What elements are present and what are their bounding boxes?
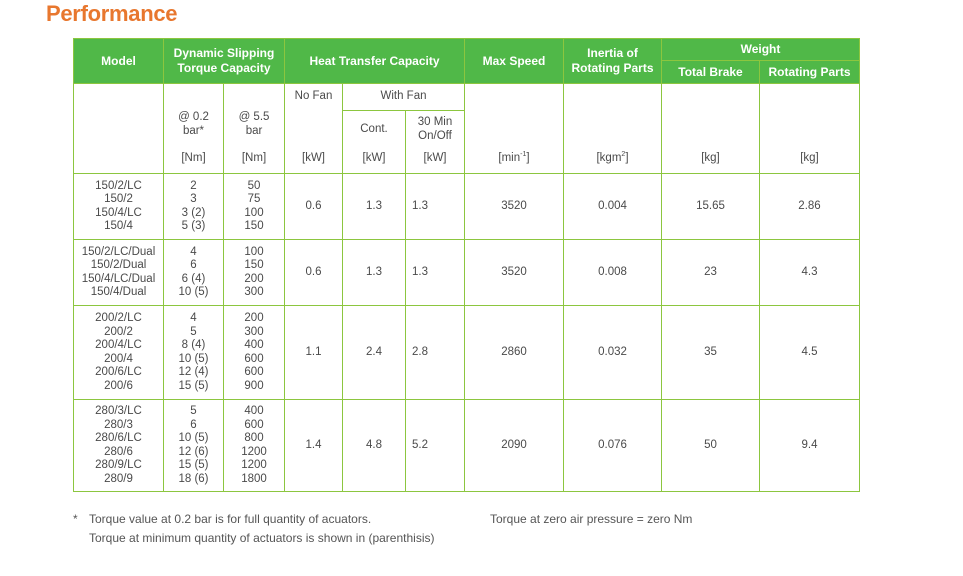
rotating-parts-cell: 4.5 <box>760 306 860 400</box>
torque-55-cell-line: 150 <box>244 220 264 232</box>
torque-02-cell-line: 2 <box>190 179 197 192</box>
rotating-parts-cell: 9.4 <box>760 400 860 492</box>
model-cell-line: 280/9/LC <box>95 459 142 471</box>
model-cell-line: 200/4 <box>104 352 133 365</box>
table-row <box>74 306 860 400</box>
unit-speed: $[\min^{-1}]$ <box>465 149 564 174</box>
model-cell-line: 150/2 <box>104 193 133 205</box>
torque-02-cell-line: 3 (2) <box>181 206 206 219</box>
torque-02-cell-line: 5 <box>190 325 197 338</box>
torque-02-cell-line: 18 (6) <box>178 472 209 485</box>
torque-02-cell-line: 5 (3) <box>181 220 206 232</box>
header-max-speed: Max Speed <box>465 39 564 84</box>
torque-55-cell-line: 100 <box>244 206 264 219</box>
torque-02-cell-line: 12 (4) <box>178 366 209 378</box>
model-cell-line: 280/9 <box>104 472 133 485</box>
header-row-1 <box>74 39 860 61</box>
header-inertia: Inertia of Rotating Parts <box>564 39 662 84</box>
header-dynamic-torque: Dynamic Slipping Torque Capacity <box>164 39 285 84</box>
model-cell-line: 150/4/LC <box>95 206 142 219</box>
model-cell-line: 150/2/LC <box>95 179 142 192</box>
total-brake-cell: 50 <box>662 400 760 492</box>
subheader-row-1 <box>74 84 860 111</box>
footnote-line-1: Torque value at 0.2 bar is for full quantity of acuators. <box>89 512 372 526</box>
cont-cell: 1.3 <box>343 240 406 306</box>
torque-02-cell-line: 10 (5) <box>178 432 209 444</box>
unit-nm-55: [Nm] <box>224 149 285 174</box>
unit-kw-nofan: [kW] <box>285 149 343 174</box>
cont-cell: 2.4 <box>343 306 406 400</box>
no-fan-cell: 0.6 <box>285 240 343 306</box>
subheader-at-02: @ 0.2 bar* <box>178 111 209 137</box>
torque-55-cell-line: 400 <box>244 339 264 351</box>
torque-02-cell <box>164 240 224 306</box>
model-cell-line: 150/4/LC/Dual <box>81 272 156 285</box>
model-cell-line: 150/4 <box>104 220 133 232</box>
inertia-cell: 0.076 <box>564 400 662 492</box>
no-fan-cell: 0.6 <box>285 174 343 240</box>
torque-02-cell-line: 6 <box>190 418 197 431</box>
torque-55-cell-line: 75 <box>247 193 261 205</box>
total-brake-cell: 35 <box>662 306 760 400</box>
torque-02-cell <box>164 306 224 400</box>
model-cell-line: 280/3 <box>104 418 133 431</box>
torque-02-cell-line: 4 <box>190 312 197 324</box>
torque-55-cell-line: 100 <box>244 245 264 258</box>
no-fan-cell: 1.4 <box>285 400 343 492</box>
max-speed-cell: 2860 <box>465 306 564 400</box>
min30-cell: 5.2 <box>406 400 465 492</box>
torque-02-cell-line: 10 (5) <box>178 352 209 365</box>
subheader-at-55: @ 5.5 bar <box>238 111 270 137</box>
rotating-parts-cell: 2.86 <box>760 174 860 240</box>
rotating-parts-cell: 4.3 <box>760 240 860 306</box>
unit-kw-cont: [kW] <box>343 149 406 174</box>
model-cell <box>74 174 164 240</box>
torque-02-cell-line: 4 <box>190 245 197 258</box>
subheader-cont: Cont. <box>343 111 406 149</box>
model-cell-line: 200/6/LC <box>95 366 142 378</box>
performance-table <box>73 38 860 492</box>
table-row <box>74 240 860 306</box>
model-cell <box>74 240 164 306</box>
torque-02-cell-line: 5 <box>190 405 197 417</box>
units-row <box>74 149 860 174</box>
subheader-with-fan: With Fan <box>343 84 465 111</box>
torque-55-cell-line: 300 <box>244 286 264 298</box>
model-cell-line: 200/2/LC <box>95 312 142 324</box>
torque-02-cell-line: 6 (4) <box>181 272 206 285</box>
footnote-line-2: Torque at minimum quantity of actuators is shown in (parenthisis) <box>89 531 435 545</box>
unit-kg-total: [kg] <box>662 149 760 174</box>
torque-55-cell <box>224 306 285 400</box>
torque-55-cell <box>224 400 285 492</box>
unit-nm-02: [Nm] <box>164 149 224 174</box>
model-cell-line: 200/4/LC <box>95 339 142 351</box>
header-model: Model <box>74 39 164 84</box>
torque-02-cell <box>164 174 224 240</box>
table-row <box>74 174 860 240</box>
torque-55-cell-line: 50 <box>247 179 261 192</box>
torque-55-cell <box>224 174 285 240</box>
torque-55-cell-line: 200 <box>244 312 264 324</box>
model-cell-line: 150/4/Dual <box>90 286 147 298</box>
subheader-no-fan: No Fan <box>285 84 343 111</box>
unit-inertia: [kgm$^2$] <box>564 149 662 174</box>
torque-55-cell-line: 600 <box>244 352 264 365</box>
model-cell <box>74 306 164 400</box>
header-weight: Weight <box>662 39 860 61</box>
total-brake-cell: 15.65 <box>662 174 760 240</box>
torque-55-cell-line: 600 <box>244 418 264 431</box>
inertia-cell: 0.008 <box>564 240 662 306</box>
torque-02-cell-line: 12 (6) <box>178 445 209 458</box>
min30-cell: 1.3 <box>406 174 465 240</box>
torque-55-cell-line: 600 <box>244 366 264 378</box>
torque-02-cell <box>164 400 224 492</box>
torque-55-cell-line: 400 <box>244 405 264 417</box>
torque-02-cell-line: 15 (5) <box>178 379 209 392</box>
min30-cell: 2.8 <box>406 306 465 400</box>
footnote-right: Torque at zero air pressure = zero Nm <box>490 512 693 526</box>
no-fan-cell: 1.1 <box>285 306 343 400</box>
inertia-cell: 0.004 <box>564 174 662 240</box>
max-speed-cell: 3520 <box>465 174 564 240</box>
unit-kw-30min: [kW] <box>406 149 465 174</box>
max-speed-cell: 3520 <box>465 240 564 306</box>
torque-02-cell-line: 15 (5) <box>178 459 209 471</box>
header-rotating-parts: Rotating Parts <box>760 61 860 84</box>
total-brake-cell: 23 <box>662 240 760 306</box>
torque-02-cell-line: 6 <box>190 259 197 271</box>
torque-02-cell-line: 8 (4) <box>181 339 206 351</box>
model-cell-line: 200/6 <box>104 379 133 392</box>
footnote-star: * <box>73 512 78 526</box>
inertia-cell: 0.032 <box>564 306 662 400</box>
torque-55-cell <box>224 240 285 306</box>
torque-55-cell-line: 150 <box>244 259 264 271</box>
model-cell-line: 150/2/LC/Dual <box>81 245 156 258</box>
cont-cell: 4.8 <box>343 400 406 492</box>
max-speed-cell: 2090 <box>465 400 564 492</box>
page-title: Performance <box>46 1 178 26</box>
model-cell-line: 280/3/LC <box>95 405 142 417</box>
torque-02-cell-line: 3 <box>190 193 197 205</box>
model-cell-line: 150/2/Dual <box>90 259 147 271</box>
cont-cell: 1.3 <box>343 174 406 240</box>
min30-cell: 1.3 <box>406 240 465 306</box>
torque-02-cell-line: 10 (5) <box>178 286 209 298</box>
model-cell-line: 200/2 <box>104 325 133 338</box>
unit-kg-rotating: [kg] <box>760 149 860 174</box>
torque-55-cell-line: 1800 <box>241 472 267 485</box>
model-cell-line: 280/6/LC <box>95 432 142 444</box>
torque-55-cell-line: 1200 <box>241 459 267 471</box>
subheader-30min: 30 Min On/Off <box>417 116 453 142</box>
header-heat-transfer: Heat Transfer Capacity <box>285 39 465 84</box>
model-cell-line: 280/6 <box>104 445 133 458</box>
torque-55-cell-line: 900 <box>244 379 264 392</box>
model-cell <box>74 400 164 492</box>
header-total-brake: Total Brake <box>662 61 760 84</box>
torque-55-cell-line: 300 <box>244 325 264 338</box>
torque-55-cell-line: 800 <box>244 432 264 444</box>
torque-55-cell-line: 1200 <box>241 445 267 458</box>
table-row <box>74 400 860 492</box>
torque-55-cell-line: 200 <box>244 272 264 285</box>
